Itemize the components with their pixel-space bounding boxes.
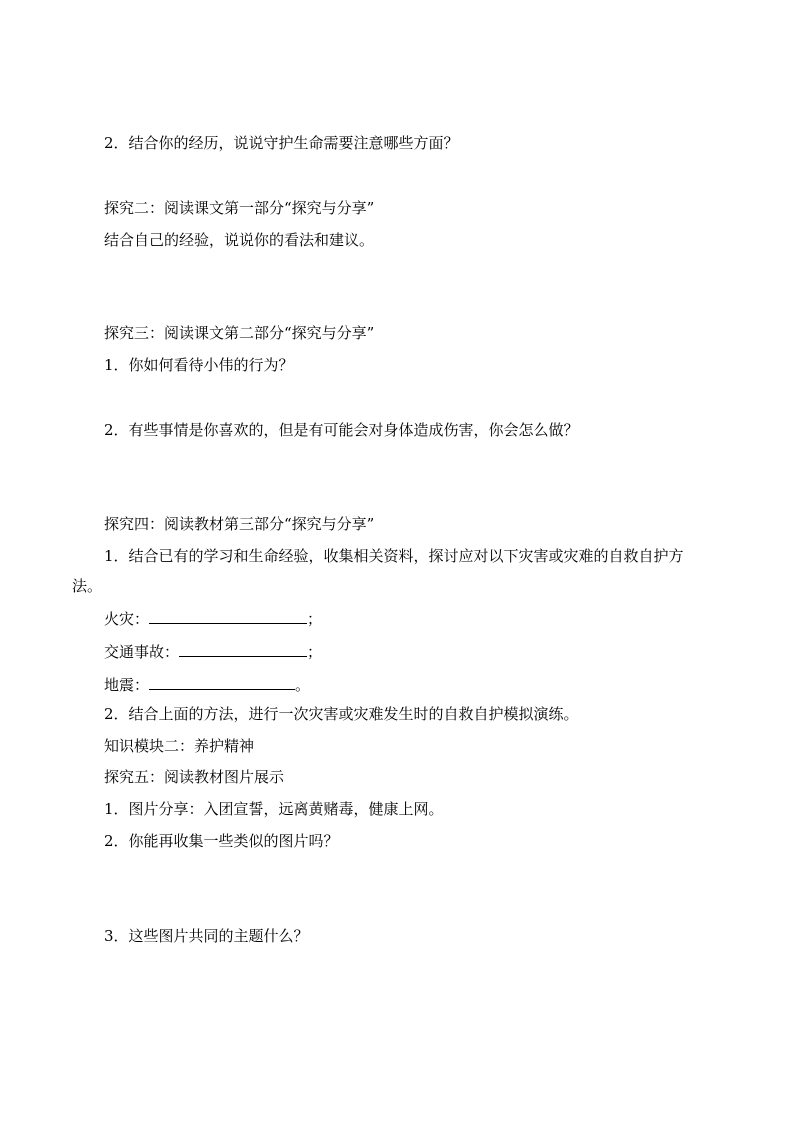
earthquake-end: 。 bbox=[295, 676, 311, 694]
explore5-question-3: 3．这些图片共同的主题什么？ bbox=[104, 927, 309, 945]
explore2-prompt: 结合自己的经验，说说你的看法和建议。 bbox=[104, 231, 375, 249]
fire-label: 火灾： bbox=[104, 610, 150, 628]
fire-blank bbox=[149, 609, 307, 624]
earthquake-answer-row bbox=[104, 675, 310, 695]
traffic-answer-row bbox=[104, 642, 322, 662]
module2-title: 知识模块二：养护精神 bbox=[104, 737, 255, 755]
explore3-question-2: 2．有些事情是你喜欢的，但是有可能会对身体造成伤害，你会怎么做？ bbox=[104, 421, 579, 439]
traffic-label: 交通事故： bbox=[104, 643, 180, 661]
explore4-question-1: 1．结合已有的学习和生命经验，收集相关资料，探讨应对以下灾害或灾难的自救自护方 bbox=[104, 547, 684, 565]
explore4-title: 探究四：阅读教材第三部分“探究与分享” bbox=[104, 515, 375, 533]
explore5-question-1: 1．图片分享：入团宣誓，远离黄赌毒，健康上网。 bbox=[104, 800, 444, 818]
fire-end: ； bbox=[307, 610, 323, 628]
explore5-title: 探究五：阅读教材图片展示 bbox=[104, 768, 285, 786]
explore4-question-2: 2．结合上面的方法，进行一次灾害或灾难发生时的自救自护模拟演练。 bbox=[104, 705, 579, 723]
earthquake-label: 地震： bbox=[104, 676, 150, 694]
explore3-title: 探究三：阅读课文第二部分“探究与分享” bbox=[104, 324, 375, 342]
fire-answer-row bbox=[104, 609, 322, 629]
earthquake-blank bbox=[149, 675, 295, 690]
explore3-question-1: 1．你如何看待小伟的行为？ bbox=[104, 356, 294, 374]
traffic-end: ； bbox=[307, 643, 323, 661]
traffic-blank bbox=[179, 642, 307, 657]
explore4-question-1-continued: 法。 bbox=[72, 577, 103, 595]
explore5-question-2: 2．你能再收集一些类似的图片吗？ bbox=[104, 832, 339, 850]
question-experience: 2．结合你的经历，说说守护生命需要注意哪些方面？ bbox=[104, 134, 459, 152]
explore2-title: 探究二：阅读课文第一部分“探究与分享” bbox=[104, 199, 375, 217]
